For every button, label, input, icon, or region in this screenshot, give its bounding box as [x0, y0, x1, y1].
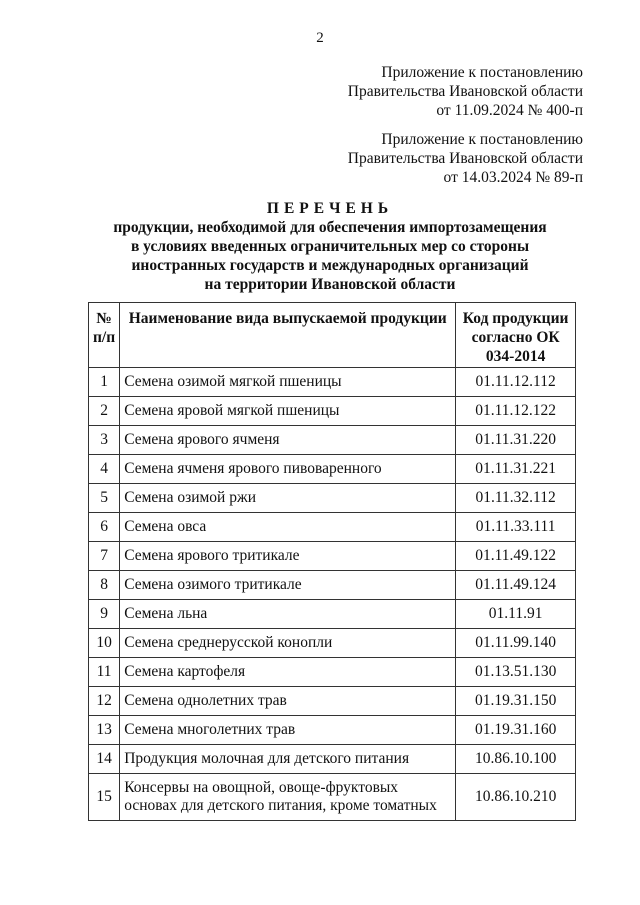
- row-number: 6: [89, 513, 120, 542]
- row-product-code: 10.86.10.100: [456, 745, 576, 774]
- header-code-line: согласно ОК: [471, 329, 560, 346]
- title-line: на территории Ивановской области: [204, 276, 456, 293]
- row-number: 12: [89, 687, 120, 716]
- row-number: 14: [89, 745, 120, 774]
- table-row: [89, 455, 576, 484]
- table-row: [89, 774, 576, 821]
- appendix-line: от 11.09.2024 № 400-п: [436, 102, 583, 119]
- row-product-code: 01.11.91: [456, 600, 576, 629]
- row-product-code: 01.11.31.221: [456, 455, 576, 484]
- table-row: [89, 629, 576, 658]
- row-number: 13: [89, 716, 120, 745]
- table-row: [89, 368, 576, 397]
- appendix-line: Правительства Ивановской области: [347, 83, 583, 100]
- header-code-line: Код продукции: [462, 310, 569, 327]
- appendix-line: от 14.03.2024 № 89-п: [443, 169, 583, 186]
- header-product-name: Наименование вида выпускаемой продукции: [120, 303, 456, 368]
- row-product-name: Семена овса: [120, 513, 456, 542]
- row-product-code: 10.86.10.210: [456, 774, 576, 821]
- row-number: 7: [89, 542, 120, 571]
- appendix-line: Приложение к постановлению: [381, 131, 583, 148]
- row-product-code: 01.11.49.122: [456, 542, 576, 571]
- table-row: [89, 426, 576, 455]
- table-row: [89, 600, 576, 629]
- row-product-code: 01.11.12.112: [456, 368, 576, 397]
- appendix-reference-original: [348, 130, 583, 187]
- row-number: 8: [89, 571, 120, 600]
- row-product-name: Семена льна: [120, 600, 456, 629]
- row-product-name: Семена озимой ржи: [120, 484, 456, 513]
- row-product-name: Семена яровой мягкой пшеницы: [120, 397, 456, 426]
- table-row: [89, 745, 576, 774]
- table-row: [89, 513, 576, 542]
- row-number: 3: [89, 426, 120, 455]
- table-row: [89, 687, 576, 716]
- row-product-name: Семена картофеля: [120, 658, 456, 687]
- header-number-line: п/п: [93, 329, 116, 346]
- row-product-code: 01.11.99.140: [456, 629, 576, 658]
- row-product-name: Семена однолетних трав: [120, 687, 456, 716]
- row-product-code: 01.19.31.160: [456, 716, 576, 745]
- row-number: 11: [89, 658, 120, 687]
- row-product-code: 01.11.31.220: [456, 426, 576, 455]
- row-product-name: Консервы на овощной, овоще-фруктовых основах для детского питания, кроме томатных: [120, 774, 456, 821]
- row-product-code: 01.11.49.124: [456, 571, 576, 600]
- title-line: в условиях введенных ограничительных мер со стороны: [130, 238, 530, 255]
- products-table: [88, 302, 576, 821]
- header-code-line: 034-2014: [485, 348, 546, 365]
- row-product-name: Семена ярового тритикале: [120, 542, 456, 571]
- row-product-name: Семена среднерусской конопли: [120, 629, 456, 658]
- row-product-name: Семена многолетних трав: [120, 716, 456, 745]
- row-number: 15: [89, 774, 120, 821]
- table-row: [89, 716, 576, 745]
- title-line: иностранных государств и международных организаций: [131, 257, 529, 274]
- row-product-name: Семена озимого тритикале: [120, 571, 456, 600]
- appendix-line: Приложение к постановлению: [381, 64, 583, 81]
- title-heading: ПЕРЕЧЕНЬ: [266, 200, 394, 217]
- header-number-line: №: [96, 310, 112, 327]
- row-product-code: 01.11.32.112: [456, 484, 576, 513]
- table-row: [89, 484, 576, 513]
- header-product-code: [456, 303, 576, 368]
- title-line: продукции, необходимой для обеспечения импортозамещения: [113, 219, 547, 236]
- table-header-row: [89, 303, 576, 368]
- row-product-name: Семена озимой мягкой пшеницы: [120, 368, 456, 397]
- table-row: [89, 571, 576, 600]
- row-number: 10: [89, 629, 120, 658]
- row-product-name: Семена ярового ячменя: [120, 426, 456, 455]
- header-number: [89, 303, 120, 368]
- row-number: 1: [89, 368, 120, 397]
- document-title: [0, 199, 640, 294]
- row-product-code: 01.11.33.111: [456, 513, 576, 542]
- row-number: 5: [89, 484, 120, 513]
- appendix-reference-current: [348, 63, 583, 120]
- table-row: [89, 542, 576, 571]
- row-number: 9: [89, 600, 120, 629]
- table-row: [89, 397, 576, 426]
- table-body: [89, 368, 576, 821]
- row-product-code: 01.11.12.122: [456, 397, 576, 426]
- table-row: [89, 658, 576, 687]
- row-product-code: 01.19.31.150: [456, 687, 576, 716]
- appendix-line: Правительства Ивановской области: [347, 150, 583, 167]
- page-number: 2: [316, 30, 324, 46]
- row-number: 2: [89, 397, 120, 426]
- row-product-name: Продукция молочная для детского питания: [120, 745, 456, 774]
- row-product-code: 01.13.51.130: [456, 658, 576, 687]
- row-product-name: Семена ячменя ярового пивоваренного: [120, 455, 456, 484]
- row-number: 4: [89, 455, 120, 484]
